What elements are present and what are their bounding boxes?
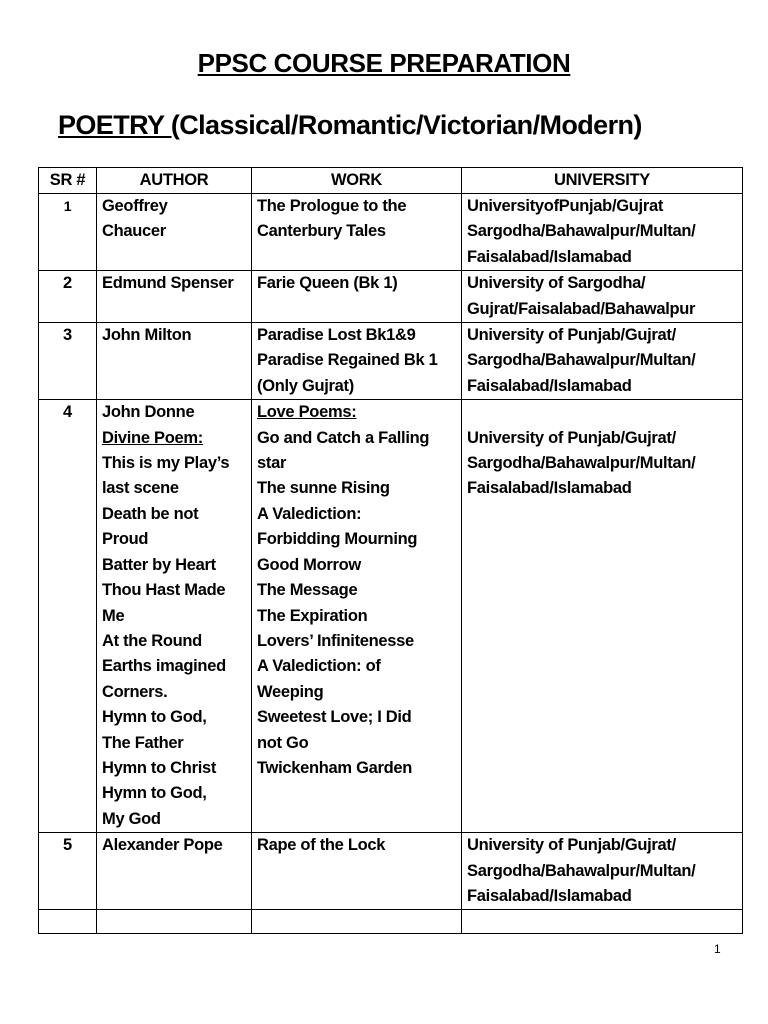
row-sr bbox=[39, 194, 97, 271]
author-line: Corners. bbox=[102, 682, 168, 701]
work-line: A Valediction: bbox=[257, 504, 362, 523]
row-university bbox=[462, 833, 743, 910]
work-line: The Expiration bbox=[257, 606, 368, 625]
header-work: WORK bbox=[252, 168, 462, 194]
work-line: Canterbury Tales bbox=[257, 222, 386, 241]
university-line: University of Sargodha/ bbox=[467, 274, 646, 293]
author-line: John Donne bbox=[102, 403, 195, 422]
author-line: Earths imagined bbox=[102, 657, 226, 676]
work-line: Rape of the Lock bbox=[257, 836, 386, 855]
work-heading: Love Poems: bbox=[257, 403, 357, 422]
author-line: This is my Play’s bbox=[102, 454, 230, 473]
empty-cell bbox=[252, 910, 462, 934]
work-line: Paradise Regained Bk 1 bbox=[257, 351, 438, 370]
university-line: Sargodha/Bahawalpur/Multan/ bbox=[467, 222, 696, 241]
table-header-row bbox=[39, 168, 743, 194]
work-line: Good Morrow bbox=[257, 555, 361, 574]
work-line: Twickenham Garden bbox=[257, 758, 413, 777]
university-line: Sargodha/Bahawalpur/Multan/ bbox=[467, 351, 696, 370]
poetry-table bbox=[38, 167, 743, 934]
row-sr bbox=[39, 271, 97, 323]
subtitle-poetry: POETRY ( bbox=[58, 110, 180, 140]
sr-number: 5 bbox=[63, 836, 72, 855]
author-line: Thou Hast Made bbox=[102, 581, 226, 600]
header-university: UNIVERSITY bbox=[462, 168, 743, 194]
university-spacer bbox=[467, 400, 737, 425]
empty-table-row bbox=[39, 910, 743, 934]
university-line: Faisalabad/Islamabad bbox=[467, 247, 632, 266]
document-title: PPSC COURSE PREPARATION bbox=[197, 48, 571, 78]
empty-cell bbox=[462, 910, 743, 934]
work-line: Lovers’ Infinitenesse bbox=[257, 631, 414, 650]
work-line: Sweetest Love; I Did bbox=[257, 708, 412, 727]
table-row bbox=[39, 323, 743, 400]
row-sr bbox=[39, 323, 97, 400]
author-line: Proud bbox=[102, 530, 149, 549]
author-line: Death be not bbox=[102, 504, 199, 523]
author-line: My God bbox=[102, 809, 161, 828]
work-line: Paradise Lost Bk1&9 bbox=[257, 326, 416, 345]
header-author: AUTHOR bbox=[97, 168, 252, 194]
sr-number: 3 bbox=[63, 326, 72, 345]
university-line: Sargodha/Bahawalpur/Multan/ bbox=[467, 454, 696, 473]
work-line: (Only Gujrat) bbox=[257, 376, 354, 395]
sr-number: 4 bbox=[63, 403, 72, 422]
header-sr: SR # bbox=[39, 168, 97, 194]
row-university bbox=[462, 194, 743, 271]
subtitle-eras: Classical/Romantic/Victorian/Modern) bbox=[179, 110, 642, 140]
author-line: Chaucer bbox=[102, 222, 166, 241]
author-line: last scene bbox=[102, 479, 179, 498]
university-line: Sargodha/Bahawalpur/Multan/ bbox=[467, 861, 696, 880]
table-row bbox=[39, 400, 743, 833]
university-line: Faisalabad/Islamabad bbox=[467, 479, 632, 498]
work-line: Forbidding Mourning bbox=[257, 530, 418, 549]
author-line: Edmund Spenser bbox=[102, 274, 234, 293]
table-row bbox=[39, 833, 743, 910]
author-line: The Father bbox=[102, 733, 184, 752]
university-line: Faisalabad/Islamabad bbox=[467, 376, 632, 395]
author-line: Me bbox=[102, 606, 125, 625]
row-sr bbox=[39, 400, 97, 833]
author-line: Hymn to Christ bbox=[102, 758, 217, 777]
row-university bbox=[462, 271, 743, 323]
university-line: University of Punjab/Gujrat/ bbox=[467, 428, 676, 447]
author-line: Hymn to God, bbox=[102, 708, 207, 727]
row-sr bbox=[39, 833, 97, 910]
sr-number: 2 bbox=[63, 274, 72, 293]
university-line: Gujrat/Faisalabad/Bahawalpur bbox=[467, 299, 696, 318]
row-author bbox=[97, 271, 252, 323]
work-line: Farie Queen (Bk 1) bbox=[257, 274, 398, 293]
author-line: Geoffrey bbox=[102, 197, 168, 215]
table-row bbox=[39, 194, 743, 271]
row-author bbox=[97, 323, 252, 400]
row-work bbox=[252, 271, 462, 323]
empty-cell bbox=[39, 910, 97, 934]
row-university bbox=[462, 323, 743, 400]
work-line: Go and Catch a Falling bbox=[257, 428, 430, 447]
author-line: John Milton bbox=[102, 326, 192, 345]
author-heading: Divine Poem: bbox=[102, 428, 203, 447]
row-work bbox=[252, 400, 462, 833]
work-line: The Prologue to the bbox=[257, 197, 407, 215]
row-university bbox=[462, 400, 743, 833]
row-work bbox=[252, 833, 462, 910]
row-author bbox=[97, 194, 252, 271]
document-subtitle bbox=[58, 110, 642, 141]
work-line: The sunne Rising bbox=[257, 479, 390, 498]
empty-cell bbox=[97, 910, 252, 934]
page-number: 1 bbox=[714, 942, 721, 956]
work-line: The Message bbox=[257, 581, 358, 600]
work-line: not Go bbox=[257, 733, 309, 752]
author-line: Batter by Heart bbox=[102, 555, 216, 574]
row-work bbox=[252, 194, 462, 271]
author-line: Alexander Pope bbox=[102, 836, 223, 855]
sr-number: 1 bbox=[63, 198, 72, 214]
university-line: University of Punjab/Gujrat/ bbox=[467, 836, 676, 855]
row-author bbox=[97, 400, 252, 833]
work-line: A Valediction: of bbox=[257, 657, 381, 676]
author-line: At the Round bbox=[102, 631, 202, 650]
author-line: Hymn to God, bbox=[102, 784, 207, 803]
university-line: University of Punjab/Gujrat/ bbox=[467, 326, 676, 345]
university-line: UniversityofPunjab/Gujrat bbox=[467, 197, 664, 215]
table-row bbox=[39, 271, 743, 323]
row-author bbox=[97, 833, 252, 910]
work-line: star bbox=[257, 454, 287, 473]
university-line: Faisalabad/Islamabad bbox=[467, 886, 632, 905]
row-work bbox=[252, 323, 462, 400]
work-line: Weeping bbox=[257, 682, 324, 701]
